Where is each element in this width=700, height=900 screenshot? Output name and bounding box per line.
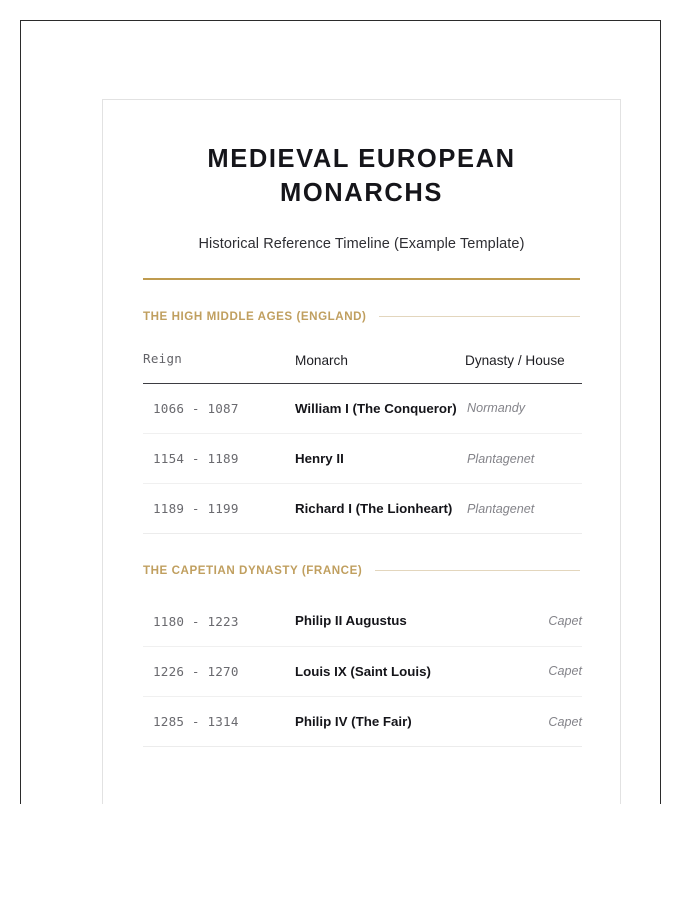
cell-reign: 1189 - 1199 — [143, 484, 295, 534]
cell-reign: 1180 - 1223 — [143, 596, 295, 646]
cell-dynasty: Normandy — [465, 383, 582, 433]
cell-dynasty: Capet — [465, 696, 582, 746]
cell-monarch: Louis IX (Saint Louis) — [295, 646, 465, 696]
table-header-row — [143, 342, 582, 383]
cell-dynasty: Capet — [465, 646, 582, 696]
table-body-england — [143, 383, 582, 534]
cell-monarch: Henry II — [295, 433, 465, 483]
page-title: MEDIEVAL EUROPEAN MONARCHS — [207, 145, 516, 207]
cell-dynasty: Plantagenet — [465, 484, 582, 534]
section-header-england — [143, 280, 580, 323]
table-header-england — [143, 342, 582, 383]
table-row — [143, 484, 582, 534]
monarch-table-england — [143, 342, 582, 534]
cell-dynasty: Plantagenet — [465, 433, 582, 483]
page-frame — [20, 20, 661, 804]
cell-monarch: Philip IV (The Fair) — [295, 696, 465, 746]
cell-monarch: Richard I (The Lionheart) — [295, 484, 465, 534]
section-title-france: THE CAPETIAN DYNASTY (FRANCE) — [143, 564, 363, 578]
cell-monarch: William I (The Conqueror) — [295, 383, 465, 433]
column-header-monarch: Monarch — [295, 342, 465, 383]
section-title-england: THE HIGH MIDDLE AGES (ENGLAND) — [143, 310, 367, 324]
section-high-middle-ages — [143, 280, 580, 534]
table-body-france — [143, 596, 582, 746]
table-row — [143, 646, 582, 696]
cell-dynasty: Capet — [465, 596, 582, 646]
table-row — [143, 433, 582, 483]
column-header-reign: Reign — [143, 342, 295, 383]
section-capetian-dynasty — [143, 534, 580, 747]
table-row — [143, 696, 582, 746]
section-rule-england — [379, 316, 580, 317]
document-header — [143, 100, 580, 280]
monarch-table-france — [143, 596, 582, 747]
cell-reign: 1066 - 1087 — [143, 383, 295, 433]
document-card — [102, 99, 621, 804]
page-subtitle: Historical Reference Timeline (Example Template) — [198, 236, 525, 253]
cell-reign: 1226 - 1270 — [143, 646, 295, 696]
section-header-france — [143, 534, 580, 577]
table-row — [143, 596, 582, 646]
column-header-dynasty: Dynasty / House — [465, 342, 582, 383]
cell-monarch: Philip II Augustus — [295, 596, 465, 646]
table-row — [143, 383, 582, 433]
cell-reign: 1154 - 1189 — [143, 433, 295, 483]
section-rule-france — [375, 570, 580, 571]
cell-reign: 1285 - 1314 — [143, 696, 295, 746]
